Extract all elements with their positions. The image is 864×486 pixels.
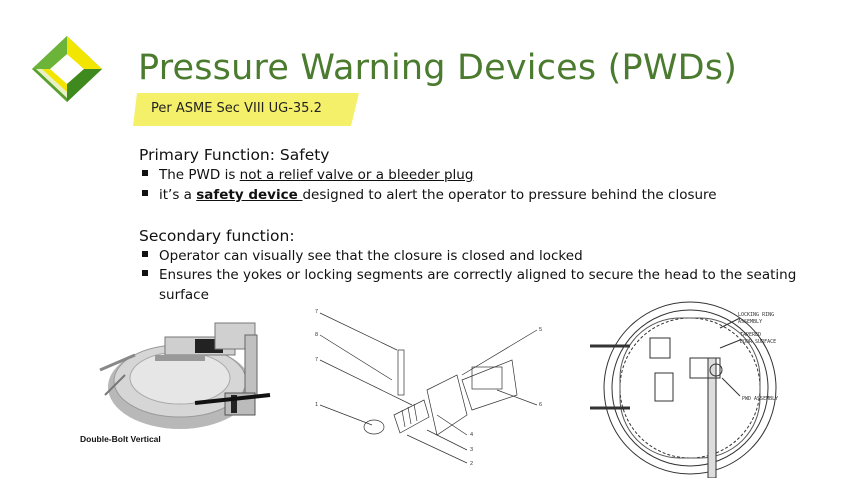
secondary-bullet-2: Ensures the yokes or locking segments are correctly aligned to secure the head to the seating: [142, 267, 796, 283]
pwd-exploded-diagram: [312, 305, 552, 470]
secondary-bullet-1: Operator can visually see that the closure is closed and locked: [142, 248, 583, 264]
svg-text:8: 8: [315, 332, 319, 338]
closure-section-view: [590, 298, 790, 478]
not-relief-valve-text: not a relief valve or a bleeder plug: [239, 167, 474, 183]
primary-heading: Primary Function: Safety: [139, 146, 330, 164]
svg-text:LOCKING RING: LOCKING RING: [738, 312, 775, 318]
svg-text:6: 6: [539, 402, 543, 408]
safety-device-text: safety device: [196, 187, 303, 203]
svg-text:DOOR SURFACE: DOOR SURFACE: [740, 339, 777, 345]
bullet-marker: [142, 270, 148, 276]
svg-text:TAPERED: TAPERED: [740, 332, 762, 338]
svg-text:ASSEMBLY: ASSEMBLY: [738, 319, 763, 325]
primary-bullet-2: it’s a safety device designed to alert the operator to pressure behind the closure: [142, 187, 717, 203]
badge-text: Per ASME Sec VIII UG-35.2: [151, 101, 322, 116]
closure-photo: [95, 315, 275, 440]
svg-text:1: 1: [315, 402, 319, 408]
svg-text:PWD ASSEMBLY: PWD ASSEMBLY: [742, 396, 779, 402]
reference-badge: [133, 93, 359, 126]
svg-text:5: 5: [539, 327, 543, 333]
photo-caption: Double-Bolt Vertical: [80, 434, 161, 444]
svg-text:3: 3: [470, 447, 474, 453]
bullet-marker: [142, 251, 148, 257]
svg-text:7: 7: [315, 309, 319, 315]
primary-bullet-1: The PWD is not a relief valve or a bleeder plug: [142, 167, 473, 183]
bullet-marker: [142, 170, 148, 176]
slide-title: Pressure Warning Devices (PWDs): [138, 48, 738, 88]
secondary-bullet-2-cont: surface: [159, 287, 209, 303]
bullet-marker: [142, 190, 148, 196]
svg-text:2: 2: [470, 461, 474, 467]
company-logo-icon: [32, 36, 102, 102]
secondary-heading: Secondary function:: [139, 227, 295, 245]
svg-text:4: 4: [470, 432, 474, 438]
svg-text:7: 7: [315, 357, 319, 363]
